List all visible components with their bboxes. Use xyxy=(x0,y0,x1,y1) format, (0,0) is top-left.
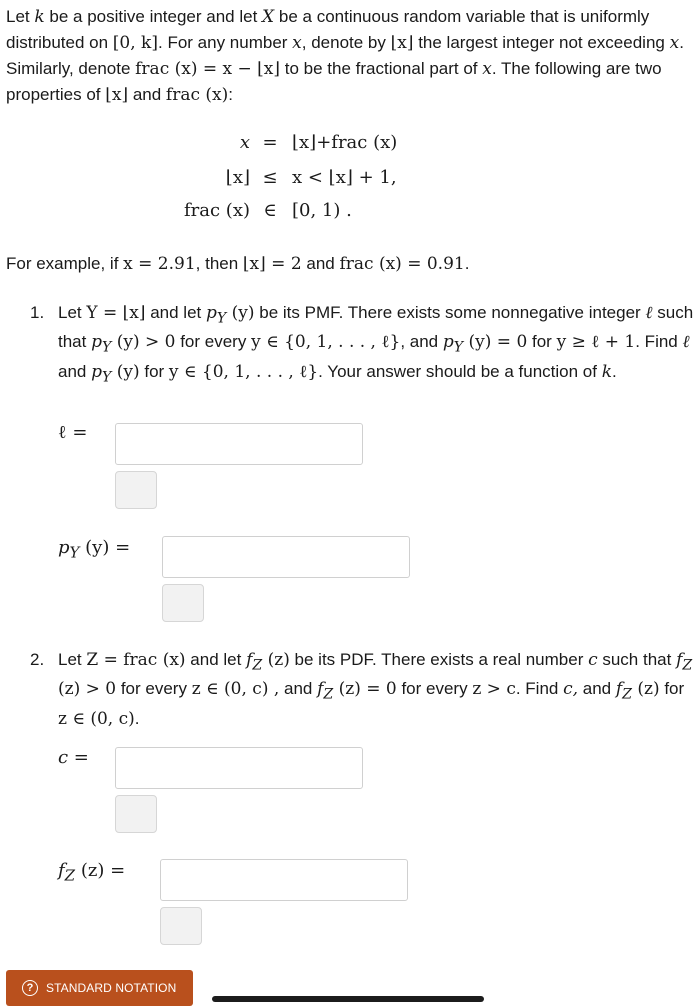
pdf-math-keyboard-button[interactable] xyxy=(160,907,202,945)
help-icon: ? xyxy=(22,980,38,996)
problem-1-text: Let Y = ⌊x⌋ and let $p_Y$ (y) be its PMF. There exists some nonnegative integer ℓ such that $p_Y$ (y) > 0 for every y ∈ {0, 1, . . . , ℓ}, and $p_Y$ (y) = 0 for y ≥ ℓ + 1. Find ℓ and $p_Y$ (y) for y ∈ {0, 1, . . . , ℓ}. Your answer should be a function of k. xyxy=(58,303,694,386)
ell-math-keyboard-button[interactable] xyxy=(115,471,157,509)
intro-paragraph: Let k be a positive integer and let X be a continuous random variable that is uniformly distributed on [0, k]. For any number x, denote by ⌊x⌋ the largest integer not exceeding x. Similarly, denote frac (x) = x − ⌊x⌋ to be the fractional part of x. The following are two properties of ⌊x⌋ and frac (x): xyxy=(6,7,684,105)
ell-label: ℓ = xyxy=(58,422,88,443)
ell-answer-input[interactable] xyxy=(115,423,363,465)
example-sentence: For example, if x = 2.91, then ⌊x⌋ = 2 and frac (x) = 0.91. xyxy=(6,254,470,274)
home-indicator[interactable] xyxy=(212,996,484,1002)
problem-2-text: Let Z = frac (x) and let $f_Z$ (z) be its PDF. There exists a real number c such that $f_Z$ (z) > 0 for every z ∈ (0, c) , and $f_Z$ (z) = 0 for every z > c. Find c, and $f_Z$ (z) for z ∈ (0, c). xyxy=(58,650,693,729)
pmf-math-keyboard-button[interactable] xyxy=(162,584,204,622)
standard-notation-label: STANDARD NOTATION xyxy=(46,981,177,995)
pmf-label: $p_Y$ (y) = xyxy=(58,537,131,562)
pdf-label: $f_Z$ (z) = xyxy=(58,860,126,885)
pdf-answer-input[interactable] xyxy=(160,859,408,901)
problem-number: 2. xyxy=(30,650,45,669)
c-answer-input[interactable] xyxy=(115,747,363,789)
problem-number: 1. xyxy=(30,303,45,322)
c-label: c = xyxy=(58,747,89,768)
standard-notation-button[interactable] xyxy=(6,970,193,1006)
c-math-keyboard-button[interactable] xyxy=(115,795,157,833)
pmf-answer-input[interactable] xyxy=(162,536,410,578)
